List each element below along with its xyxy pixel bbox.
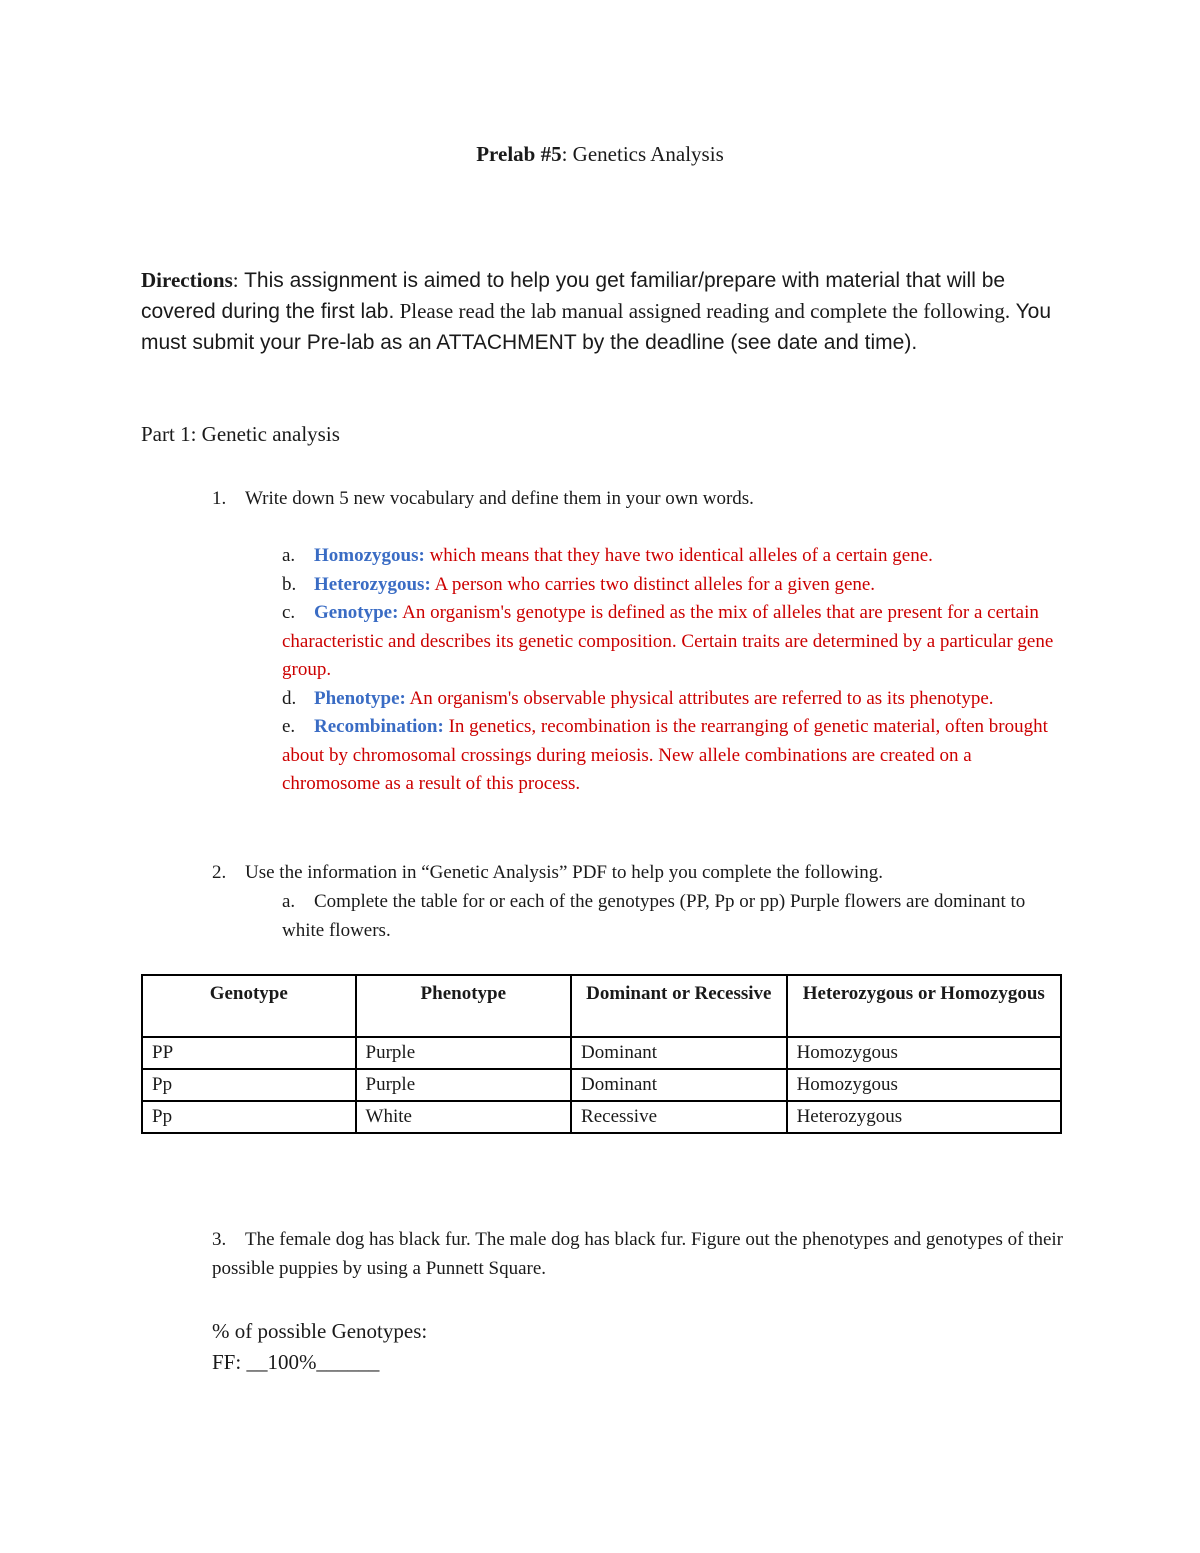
table-header: Genotype: [142, 975, 356, 1037]
directions-colon: :: [232, 268, 239, 292]
table-cell: Pp: [142, 1101, 356, 1133]
table-row: [142, 1069, 1061, 1101]
vocab-item: [282, 599, 1072, 685]
vocab-term: Phenotype:: [314, 687, 406, 709]
vocab-item: [282, 542, 1072, 571]
vocab-definition: An organism's observable physical attributes are referred to as its phenotype.: [405, 687, 994, 709]
ff-answer-line: FF: __100%______: [212, 1350, 380, 1374]
page-title: [0, 142, 1200, 167]
question-1-number: 1.: [212, 488, 227, 509]
vocab-term: Heterozygous:: [314, 573, 431, 595]
genotypes-heading: % of possible Genotypes:: [212, 1319, 428, 1343]
table-cell: Purple: [356, 1037, 572, 1069]
question-2a-text: Complete the table for or each of the genotypes (PP, Pp or pp) Purple flowers are dominant to white flowers.: [282, 891, 1026, 941]
table-cell: Purple: [356, 1069, 572, 1101]
title-bold: Prelab #5: [476, 142, 562, 166]
part1-heading: Part 1: Genetic analysis: [141, 422, 340, 446]
table-cell: Dominant: [571, 1069, 787, 1101]
vocabulary-list: [282, 542, 1072, 799]
vocab-letter: d.: [282, 687, 297, 709]
table-header: Dominant or Recessive: [571, 975, 787, 1037]
question-2: [212, 858, 1072, 887]
vocab-letter: b.: [282, 573, 297, 595]
question-2-text: Use the information in “Genetic Analysis” PDF to help you complete the following.: [245, 862, 883, 883]
title-rest: : Genetics Analysis: [561, 142, 724, 166]
genotype-percentages: [212, 1316, 427, 1378]
directions-text-1: This assignment is aimed to help you get familiar/prepare with material that will be covered during the first lab.: [141, 269, 1006, 323]
vocab-letter: e.: [282, 716, 296, 737]
table-row: [142, 1037, 1061, 1069]
vocab-item: [282, 685, 1072, 714]
question-1-text: Write down 5 new vocabulary and define them in your own words.: [245, 488, 754, 509]
table-cell: Dominant: [571, 1037, 787, 1069]
vocab-definition: A person who carries two distinct alleles for a given gene.: [430, 573, 876, 595]
table-header-row: [142, 975, 1061, 1037]
genotype-table: [141, 974, 1062, 1134]
vocab-item: [282, 713, 1072, 799]
question-3-text: The female dog has black fur. The male dog has black fur. Figure out the phenotypes and genotypes of their possible puppies by using a Punnett Square.: [212, 1229, 1064, 1279]
table-cell: Homozygous: [787, 1069, 1061, 1101]
table-cell: PP: [142, 1037, 356, 1069]
question-3-number: 3.: [212, 1229, 227, 1250]
vocab-term: Recombination:: [314, 716, 444, 737]
table-cell: Pp: [142, 1069, 356, 1101]
directions-text-2: Please read the lab manual assigned reading and complete the following.: [394, 299, 1011, 323]
vocab-term: Genotype:: [314, 602, 399, 623]
directions-paragraph: [141, 265, 1061, 358]
question-2a-letter: a.: [282, 891, 296, 912]
vocab-definition: In genetics, recombination is the rearranging of genetic material, often brought about by chromosomal crossings during meiosis. New allele combinations are created on a chromosome as a result of this process.: [282, 716, 1048, 794]
table-row: [142, 1101, 1061, 1133]
question-2a: [282, 887, 1042, 945]
directions-text-3: You must submit your Pre-lab as an ATTACHMENT by the deadline (see date and time).: [141, 300, 1052, 354]
table-cell: Recessive: [571, 1101, 787, 1133]
directions-label: Directions: [141, 268, 233, 292]
question-2-number: 2.: [212, 862, 227, 883]
table-cell: White: [356, 1101, 572, 1133]
question-1: [212, 484, 754, 513]
vocab-definition: An organism's genotype is defined as the mix of alleles that are present for a certain characteristic and describes its genetic composition. Certain traits are determined by a particular gene group.: [282, 602, 1054, 680]
vocab-definition: which means that they have two identical alleles of a certain gene.: [424, 545, 933, 566]
vocab-letter: c.: [282, 602, 296, 623]
vocab-item: [282, 571, 1072, 600]
vocab-term: Homozygous:: [314, 545, 425, 566]
table-header: Heterozygous or Homozygous: [787, 975, 1061, 1037]
table-cell: Heterozygous: [787, 1101, 1061, 1133]
question-3: [212, 1225, 1072, 1283]
vocab-letter: a.: [282, 545, 296, 566]
table-cell: Homozygous: [787, 1037, 1061, 1069]
table-header: Phenotype: [356, 975, 572, 1037]
